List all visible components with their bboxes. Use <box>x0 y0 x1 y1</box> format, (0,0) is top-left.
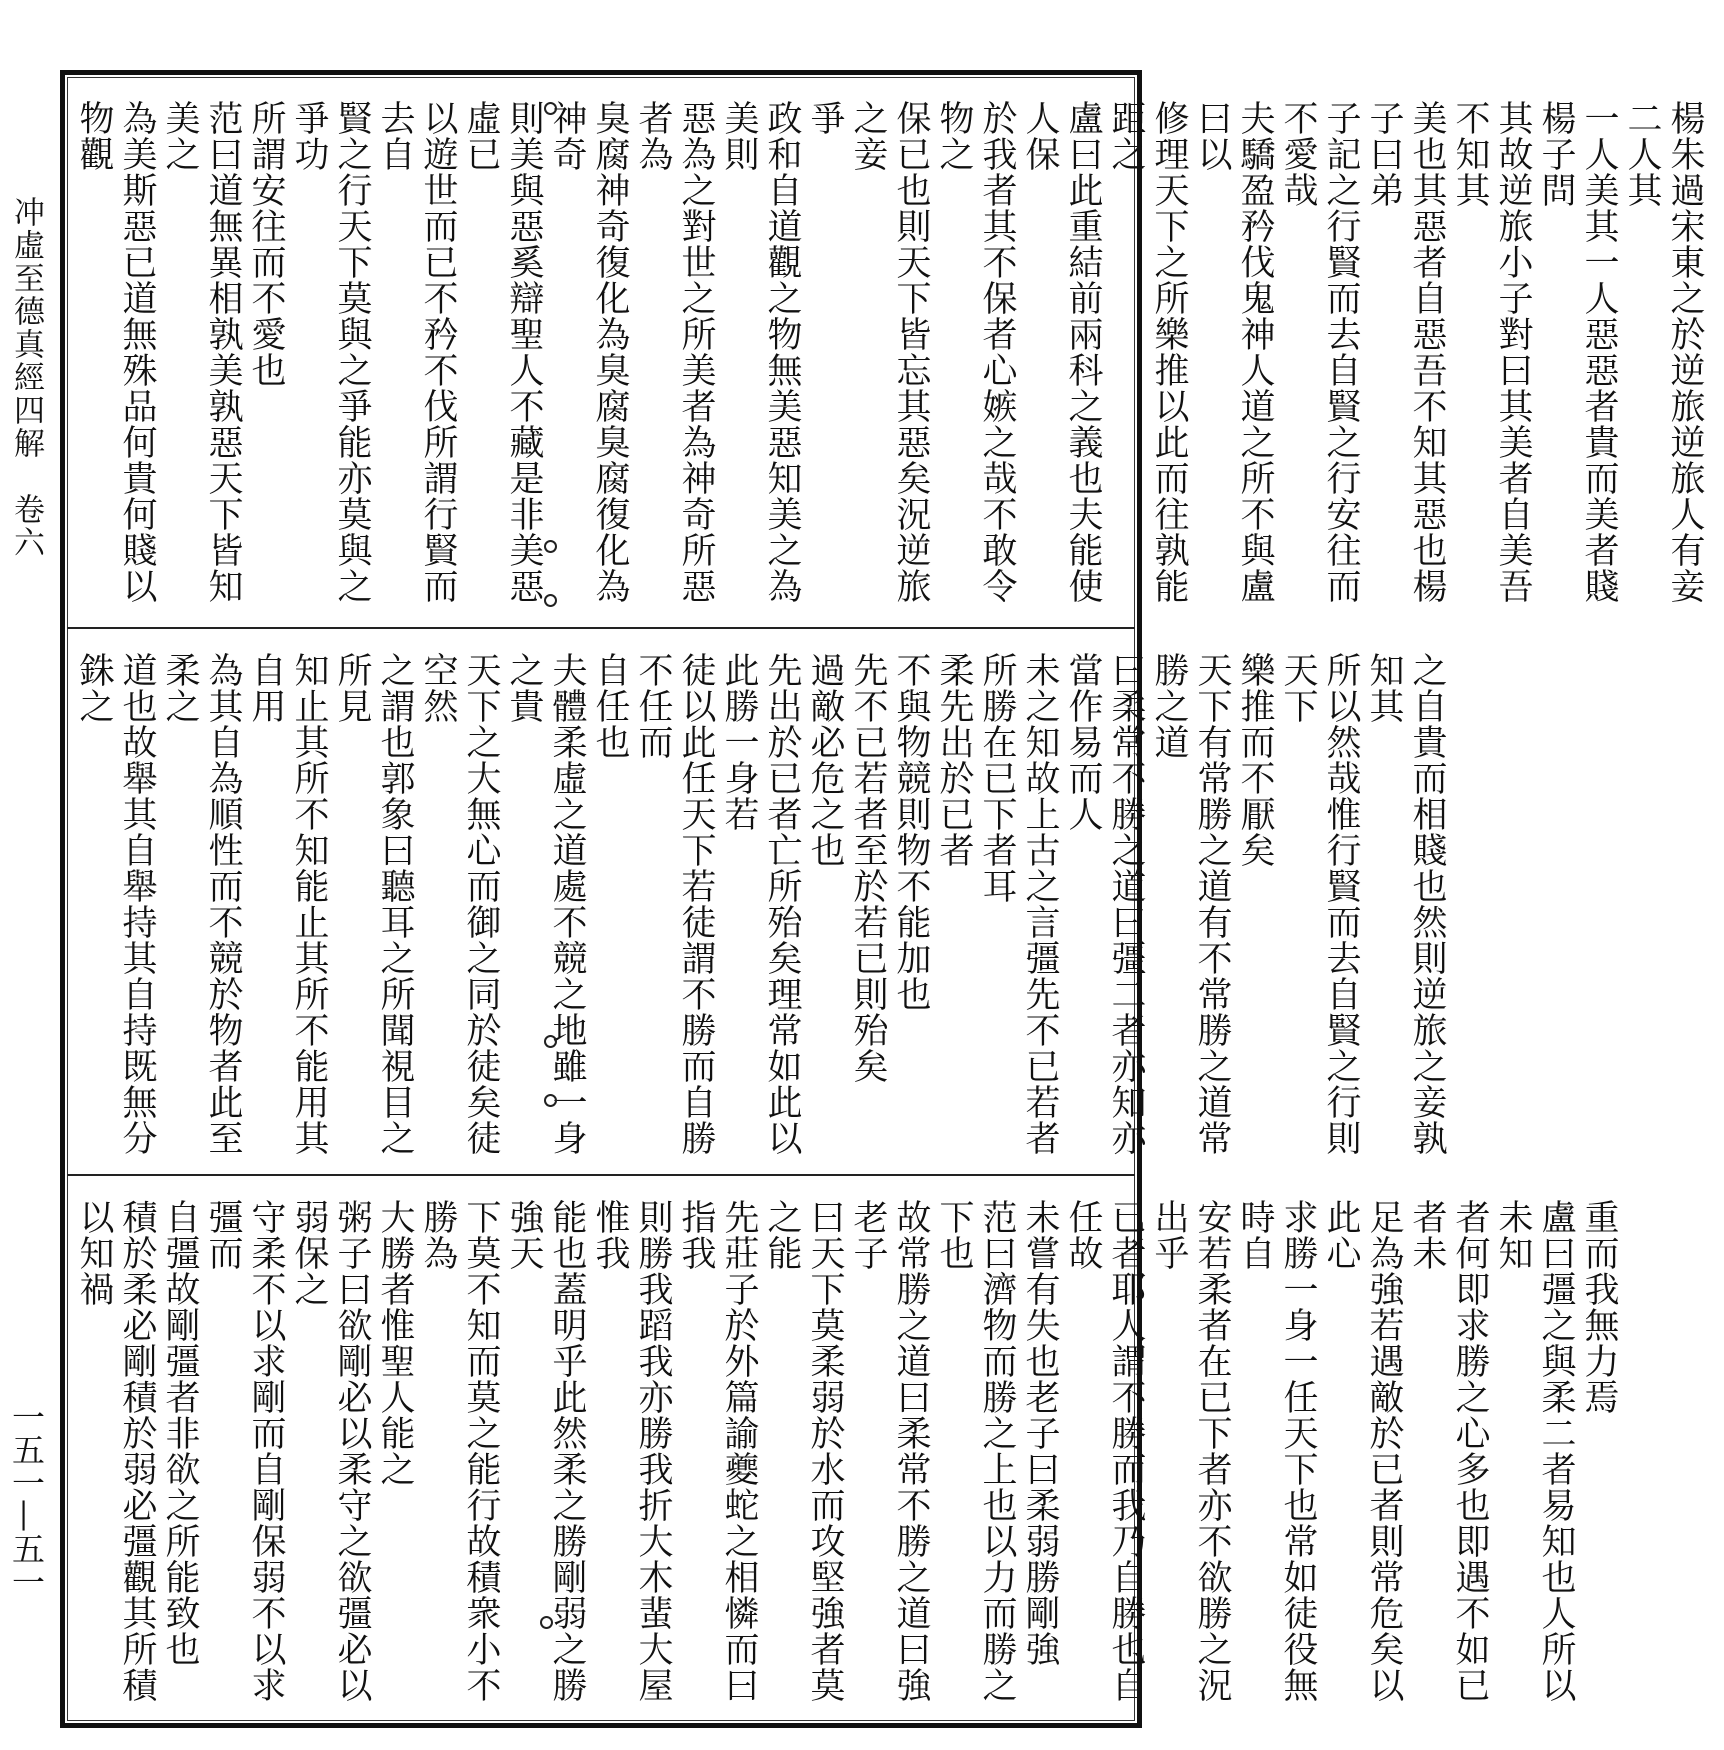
section-marker-circle <box>544 594 557 607</box>
book-title-margin: 冲虛至德真經四解 卷六 <box>8 196 44 559</box>
text-column: 樂推而不厭矣 <box>1235 652 1275 868</box>
text-column: 求勝一身一任天下也常如徒役無時自 <box>1235 1199 1318 1703</box>
text-column: 積於柔必剛積於弱必彊觀其所積以知禍 <box>74 1199 157 1703</box>
text-column: 先出於已者亡所殆矣理常如此以此勝一身若 <box>719 652 802 1156</box>
text-column: 先莊子於外篇諭夔蛇之相憐而曰指我 <box>676 1199 759 1703</box>
text-panel-top <box>72 82 1705 624</box>
text-column: 則勝我蹈我亦勝我折大木蜚大屋惟我 <box>590 1199 673 1703</box>
text-column: 過敵必危之也 <box>805 652 845 868</box>
text-column: 以遊世而已不矜不伐所謂行賢而去自 <box>375 100 458 604</box>
text-column: 所勝在已下者耳 <box>977 652 1017 904</box>
text-column: 曰天下莫柔弱於水而攻堅強者莫之能 <box>762 1199 845 1703</box>
text-column: 自彊故剛彊者非欲之所能致也 <box>160 1199 200 1667</box>
text-column: 於我者其不保者心嫉之哉不敢令物之 <box>934 100 1017 604</box>
text-column: 曰柔常不勝之道曰彊二者亦知亦當作易而人 <box>1063 652 1146 1156</box>
text-column: 子記之行賢而去自賢之行安往而不愛哉 <box>1278 100 1361 604</box>
text-column: 惡為之對世之所美者為神奇所惡者為 <box>633 100 716 604</box>
text-column: 楊朱過宋東之於逆旅逆旅人有妾二人其 <box>1622 100 1705 604</box>
text-column: 不與物競則物不能加也 <box>891 652 931 1012</box>
section-marker-circle <box>544 540 557 553</box>
text-column: 之自貴而相賤也然則逆旅之妾孰知其 <box>1364 652 1447 1156</box>
text-column: 所以然哉惟行賢而去自賢之行則天下 <box>1278 652 1361 1156</box>
text-column: 柔先出於已者 <box>934 652 974 868</box>
text-column: 之謂也郭象曰聽耳之所聞視目之所見 <box>332 652 415 1156</box>
page-number-margin: 一五一—五一 <box>7 1400 46 1598</box>
column-block <box>72 82 1724 624</box>
text-column: 為其自為順性而不競於物者此至柔之 <box>160 652 243 1156</box>
text-column: 為美斯惡已道無殊品何貴何賤以物觀 <box>74 100 157 604</box>
section-marker-circle <box>544 1035 557 1048</box>
text-column: 知止其所不知能止其所不能用其自用 <box>246 652 329 1156</box>
text-column: 則美與惡奚辯聖人不藏是非美惡虛已 <box>461 100 544 604</box>
text-column: 自任也 <box>590 652 630 760</box>
text-column: 政和自道觀之物無美惡知美之為美則 <box>719 100 802 604</box>
text-column: 粥子曰欲剛必以柔守之欲彊必以弱保之 <box>289 1199 372 1703</box>
text-column: 美也其惡者自惡吾不知其惡也楊子曰弟 <box>1364 100 1447 604</box>
text-column: 盧曰此重結前兩科之義也夫能使人保 <box>1020 100 1103 604</box>
text-column: 未嘗有失也老子曰柔弱勝剛強 <box>1020 1199 1060 1667</box>
text-column: 未之知故上古之言彊先不已若者 <box>1020 652 1060 1156</box>
text-column: 修理天下之所樂推以此而往孰能距之 <box>1106 100 1189 604</box>
text-column: 范曰道無異相孰美孰惡天下皆知美之 <box>160 100 243 604</box>
text-column: 天下之大無心而御之同於徒矣徒空然 <box>418 652 501 1156</box>
text-column: 大勝者惟聖人能之 <box>375 1199 415 1487</box>
text-column: 者何即求勝之心多也即遇不如已者未 <box>1407 1199 1490 1703</box>
text-column: 保已也則天下皆忘其惡矣況逆旅之妾 <box>848 100 931 604</box>
text-column: 先不已若者至於若已則殆矣 <box>848 652 888 1084</box>
section-marker-circle <box>540 1616 553 1629</box>
text-column: 夫體柔虛之道處不競之地雖一身之貴 <box>504 652 587 1156</box>
text-column: 天下有常勝之道有不常勝之道常勝之道 <box>1149 652 1232 1156</box>
text-column: 守柔不以求剛而自剛保弱不以求彊而 <box>203 1199 286 1703</box>
text-column: 道也故舉其自舉持其自持既無分銖之 <box>74 652 157 1156</box>
panel-divider <box>67 1174 1135 1176</box>
text-column: 足為強若遇敵於已者則常危矣以此心 <box>1321 1199 1404 1703</box>
text-column: 下莫不知而莫之能行故積衆小不勝為 <box>418 1199 501 1703</box>
text-column: 徒以此任天下若徒謂不勝而自勝不任而 <box>633 652 716 1156</box>
section-marker-circle <box>544 1094 557 1107</box>
text-column: 其故逆旅小子對曰其美者自美吾不知其 <box>1450 100 1533 604</box>
panel-divider <box>67 627 1135 629</box>
text-column: 盧曰彊之與柔二者易知也人所以未知 <box>1493 1199 1576 1703</box>
text-column: 所謂安往而不愛也 <box>246 100 286 388</box>
text-column: 重而我無力焉 <box>1579 1199 1619 1415</box>
text-column: 故常勝之道曰柔常不勝之道曰強老子 <box>848 1199 931 1703</box>
text-column: 夫驕盈矜伐鬼神人道之所不與盧曰以 <box>1192 100 1275 604</box>
text-column: 爭 <box>805 100 845 136</box>
text-column: 臭腐神奇復化為臭腐臭腐復化為神奇 <box>547 100 630 604</box>
text-column: 能也蓋明乎此然柔之勝剛弱之勝強天 <box>504 1199 587 1703</box>
text-column: 一人美其一人惡惡者貴而美者賤楊子問 <box>1536 100 1619 604</box>
column-block <box>72 634 1466 1171</box>
text-panel-bottom <box>72 1181 1619 1718</box>
text-column: 賢之行天下莫與之爭能亦莫與之爭功 <box>289 100 372 604</box>
text-panel-middle <box>72 634 1447 1171</box>
section-marker-circle <box>544 102 557 115</box>
text-column: 范曰濟物而勝之上也以力而勝之下也 <box>934 1199 1017 1703</box>
text-column: 已者耶人謂不勝而我乃自勝也自任故 <box>1063 1199 1146 1703</box>
column-block <box>72 1181 1638 1718</box>
text-column: 安若柔者在已下者亦不欲勝之況出乎 <box>1149 1199 1232 1703</box>
